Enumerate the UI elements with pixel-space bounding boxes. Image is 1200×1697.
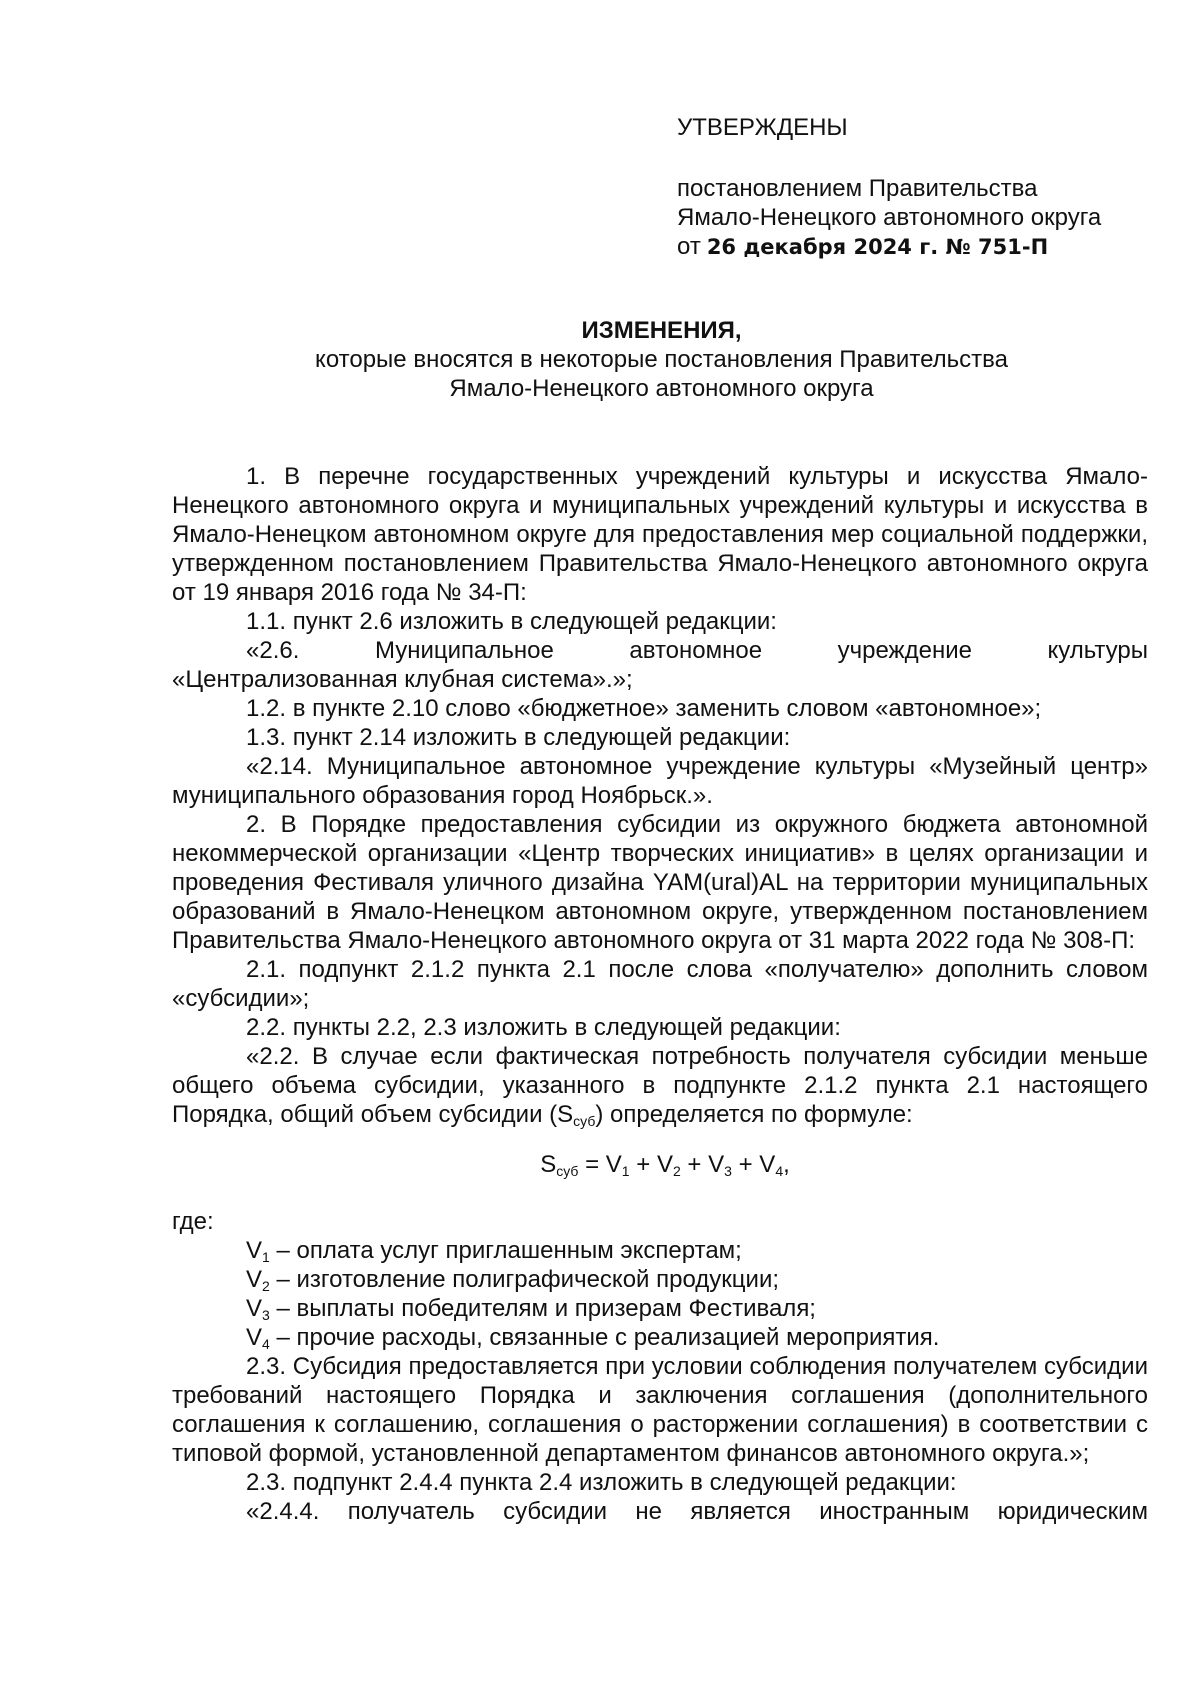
paragraph-2-2: 2.2. пункты 2.2, 2.3 изложить в следующей редакции: xyxy=(246,1014,841,1041)
approval-block xyxy=(677,113,1177,262)
v-item-3-text: – выплаты победителям и призерам Фестиваля; xyxy=(269,1295,816,1322)
where-label: где: xyxy=(172,1208,214,1235)
document-body xyxy=(172,462,1148,1526)
paragraph-1-1: 1.1. пункт 2.6 изложить в следующей редакции: xyxy=(246,608,777,635)
formula-plus-1: + xyxy=(629,1151,657,1178)
v-item-1-symbol: V xyxy=(246,1237,263,1264)
v-item-1-text: – оплата услуг приглашенным экспертам; xyxy=(269,1237,742,1264)
paragraph-1-1-quote-line-2: «Централизованная клубная система».»; xyxy=(172,666,633,693)
paragraph-2-3: 2.3. подпункт 2.4.4 пункта 2.4 изложить в следующей редакции: xyxy=(246,1469,957,1496)
paragraph-2-1: 2.1. подпункт 2.1.2 пункта 2.1 после слова «получателю» дополнить словом «субсидии»; xyxy=(172,956,1148,1012)
v-item-4-text: – прочие расходы, связанные с реализацией мероприятия. xyxy=(269,1324,940,1351)
v-item-4 xyxy=(172,1323,1148,1352)
document-heading xyxy=(170,316,1153,403)
paragraph-2-2-quote xyxy=(172,1042,1148,1129)
v-item-2-sub: 2 xyxy=(262,1278,270,1294)
paragraph-1-3: 1.3. пункт 2.14 изложить в следующей редакции: xyxy=(246,724,791,751)
formula-plus-2: + xyxy=(680,1151,709,1178)
document-subtitle-line-2: Ямало-Ненецкого автономного округа xyxy=(449,375,874,402)
formula-v2-sub: 2 xyxy=(672,1163,681,1179)
formula-plus-3: + xyxy=(731,1151,760,1178)
formula-v2: V xyxy=(656,1151,673,1178)
paragraph-1: 1. В перечне государственных учреждений культуры и искусства Ямало-Ненецкого автономного округа и муниципальных учреждений культуры и искусства в Ямало-Ненецком автономном округе для предоставления мер социальной поддержки, утвержденном постановлением Правительства Ямало-Ненецкого автономного округа от 19 января 2016 года № 34-П: xyxy=(172,463,1148,606)
paragraph-1-3-quote: «2.14. Муниципальное автономное учреждение культуры «Музейный центр» муниципального образования город Ноябрьск.». xyxy=(172,753,1148,809)
paragraph-1-2: 1.2. в пункте 2.10 слово «бюджетное» заменить словом «автономное»; xyxy=(246,695,1042,722)
paragraph-2-2-quote-pre: «2.2. В случае если фактическая потребность получателя субсидии меньше общего объема субсидии, указанного в подпункте 2.1.2 пункта 2.1 настоящего Порядка, общий объем субсидии (S xyxy=(172,1043,1148,1128)
v-item-1 xyxy=(172,1236,1148,1265)
formula-eq: = xyxy=(578,1151,606,1178)
approval-line-2: Ямало-Ненецкого автономного округа xyxy=(677,204,1102,231)
v-item-3-symbol: V xyxy=(246,1295,263,1322)
v-item-4-sub: 4 xyxy=(262,1336,270,1352)
v-item-3-sub: 3 xyxy=(262,1307,270,1323)
paragraph-2-3-quote: 2.3. Субсидия предоставляется при условии соблюдения получателем субсидии требований настоящего Порядка и заключения соглашения (дополнительного соглашения к соглашению, соглашения о расторжении соглашения) в соответствии с типовой формой, установленной департаментом финансов автономного округа.»; xyxy=(172,1353,1148,1467)
formula-v1: V xyxy=(605,1151,622,1178)
v-item-4-symbol: V xyxy=(246,1324,263,1351)
v-item-2 xyxy=(172,1265,1148,1294)
subscript-sub: суб xyxy=(573,1113,596,1129)
approval-date-number: 26 декабря 2024 г. № 751-П xyxy=(706,235,1049,259)
approval-date-line xyxy=(677,232,1177,262)
formula xyxy=(172,1150,1148,1179)
formula-v4-sub: 4 xyxy=(775,1163,784,1179)
formula-v4: V xyxy=(759,1151,776,1178)
v-item-2-symbol: V xyxy=(246,1266,263,1293)
approval-line-1: постановлением Правительства xyxy=(677,175,1038,202)
formula-end: , xyxy=(783,1151,790,1178)
v-item-1-sub: 1 xyxy=(262,1249,270,1265)
v-item-3 xyxy=(172,1294,1148,1323)
approval-stamp-title: УТВЕРЖДЕНЫ xyxy=(677,114,848,141)
v-item-2-text: – изготовление полиграфической продукции; xyxy=(269,1266,780,1293)
approval-from-label: от xyxy=(677,233,701,260)
formula-s: S xyxy=(540,1151,557,1178)
formula-v1-sub: 1 xyxy=(621,1163,630,1179)
formula-s-sub: суб xyxy=(556,1163,579,1179)
paragraph-1-1-quote-line-1: «2.6. Муниципальное автономное учреждение культуры xyxy=(246,637,1148,664)
paragraph-2-2-quote-post: ) определяется по формуле: xyxy=(595,1101,913,1128)
paragraph-2: 2. В Порядке предоставления субсидии из окружного бюджета автономной некоммерческой организации «Центр творческих инициатив» в целях организации и проведения Фестиваля уличного дизайна YAM(ural)AL на территории муниципальных образований в Ямало-Ненецком автономном округе, утвержденном постановлением Правительства Ямало-Ненецкого автономного округа от 31 марта 2022 года № 308-П: xyxy=(172,811,1148,954)
document-title: ИЗМЕНЕНИЯ, xyxy=(581,317,742,344)
formula-v3-sub: 3 xyxy=(724,1163,732,1179)
paragraph-2-3-new-quote: «2.4.4. получатель субсидии не является иностранным юридическим xyxy=(246,1498,1148,1525)
document-subtitle-line-1: которые вносятся в некоторые постановления Правительства xyxy=(315,346,1008,373)
formula-v3: V xyxy=(708,1151,725,1178)
